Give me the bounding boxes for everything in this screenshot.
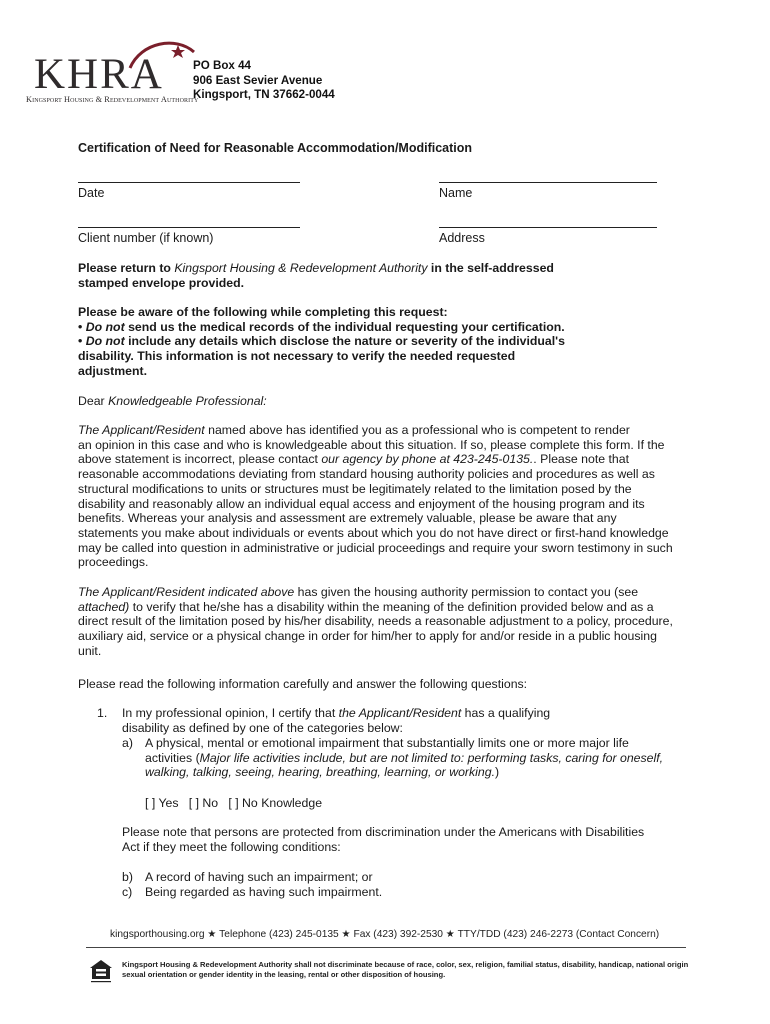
client-number-label: Client number (if known) <box>78 231 214 245</box>
address-label: Address <box>439 231 485 245</box>
bullet-item: • Do not include any details which disclose the nature or severity of the individual's <box>78 334 565 349</box>
question-1: In my professional opinion, I certify that the Applicant/Resident has a qualifying disability as defined by one of the categories below: <box>122 706 551 735</box>
khra-logo <box>26 38 199 108</box>
form-title: Certification of Need for Reasonable Accommodation/Modification <box>78 141 473 155</box>
footer-divider <box>86 947 686 948</box>
yes-no-options[interactable]: [ ] Yes [ ] No [ ] No Knowledge <box>145 796 323 810</box>
address-line: 906 East Sevier Avenue <box>193 73 323 87</box>
option-a-label: a) <box>122 736 133 750</box>
date-field-line[interactable] <box>78 182 300 183</box>
name-label: Name <box>439 186 473 200</box>
address-line: Kingsport, TN 37662-0044 <box>193 88 335 101</box>
option-b: A record of having such an impairment; or <box>145 870 373 884</box>
option-b-label: b) <box>122 870 133 884</box>
option-c-label: c) <box>122 885 133 899</box>
mailing-address <box>193 59 335 103</box>
question-number: 1. <box>97 706 108 720</box>
paragraph-2: The Applicant/Resident indicated above has given the housing authority permission to contact you (see attached) to verify that he/she has a disability within the meaning of the definition provided below and as a direct result of the limitation posed by his/her disability, needs a reasonable adjustment to a policy, procedure, auxiliary aid, service or a physical change in order for him/her to apply for and/or reside in a public housing unit. <box>78 585 673 658</box>
salutation: Dear Knowledgeable Professional: <box>78 394 267 408</box>
client-number-field-line[interactable] <box>78 227 300 228</box>
return-notice: Please return to Kingsport Housing & Redevelopment Authority in the self-addressed stamped envelope provided. <box>78 261 554 290</box>
agency-name: Kingsport Housing & Redevelopment Authority <box>174 261 428 275</box>
paragraph-1: The Applicant/Resident named above has identified you as a professional who is competent to render an opinion in this case and who is knowledgeable about this situation. If so, please complete this form. If the above statement is incorrect, please contact our agency by phone at 423-245-0135.. Please note that reasonable accommodations deviating from standard housing authority policies and procedures as well as structural modifications to units or structures must be legitimately related to the limitation posed by the disability and reasonably allow an individual equal access and enjoyment of the housing program and its benefits. Whereas your analysis and assessment are extremely valuable, please be aware that any statements you make about individuals or events about which you do not have direct or first-hand knowledge may be called into question in administrative or judicial proceedings and require your sworn testimony in such proceedings. <box>78 423 673 570</box>
instructions: Please read the following information carefully and answer the following questions: <box>78 677 528 691</box>
footer-contact: kingsporthousing.org ★ Telephone (423) 245-0135 ★ Fax (423) 392-2530 ★ TTY/TDD (423) 246-2273 (Contact Concern) <box>110 929 660 940</box>
bullet-item: • Do not send us the medical records of the individual requesting your certification. <box>78 319 565 334</box>
date-label: Date <box>78 186 105 200</box>
name-field-line[interactable] <box>439 182 657 183</box>
address-line: PO Box 44 <box>193 59 251 72</box>
awareness-notice: Please be aware of the following while completing this request: • Do not send us the medical records of the individual requesting your certification. • Do not include any details which disclose the nature or severity of the individual's disability. This information is not necessary to verify the needed requested adjustment. <box>78 305 698 379</box>
ada-note: Please note that persons are protected from discrimination under the Americans with Disabilities Act if they meet the following conditions: <box>122 825 645 854</box>
logo-letters: KHRA <box>34 51 164 98</box>
option-a: A physical, mental or emotional impairment that substantially limits one or more major life activities (Major life activities include, but are not limited to: performing tasks, caring for oneself, walking, talking, seeing, hearing, breathing, learning, or working.) <box>145 736 664 780</box>
option-c: Being regarded as having such impairment. <box>145 885 383 899</box>
equal-housing-icon <box>88 957 114 983</box>
non-discrimination-disclaimer: Kingsport Housing & Redevelopment Authority shall not discriminate because of race, color, sex, religion, familial status, disability, handicap, national origin sexual orientation or gender identity in the leasing, rental or other disposition of housing. <box>122 960 689 979</box>
address-field-line[interactable] <box>439 227 657 228</box>
logo-subtitle: Kingsport Housing & Redevelopment Authority <box>26 95 199 104</box>
